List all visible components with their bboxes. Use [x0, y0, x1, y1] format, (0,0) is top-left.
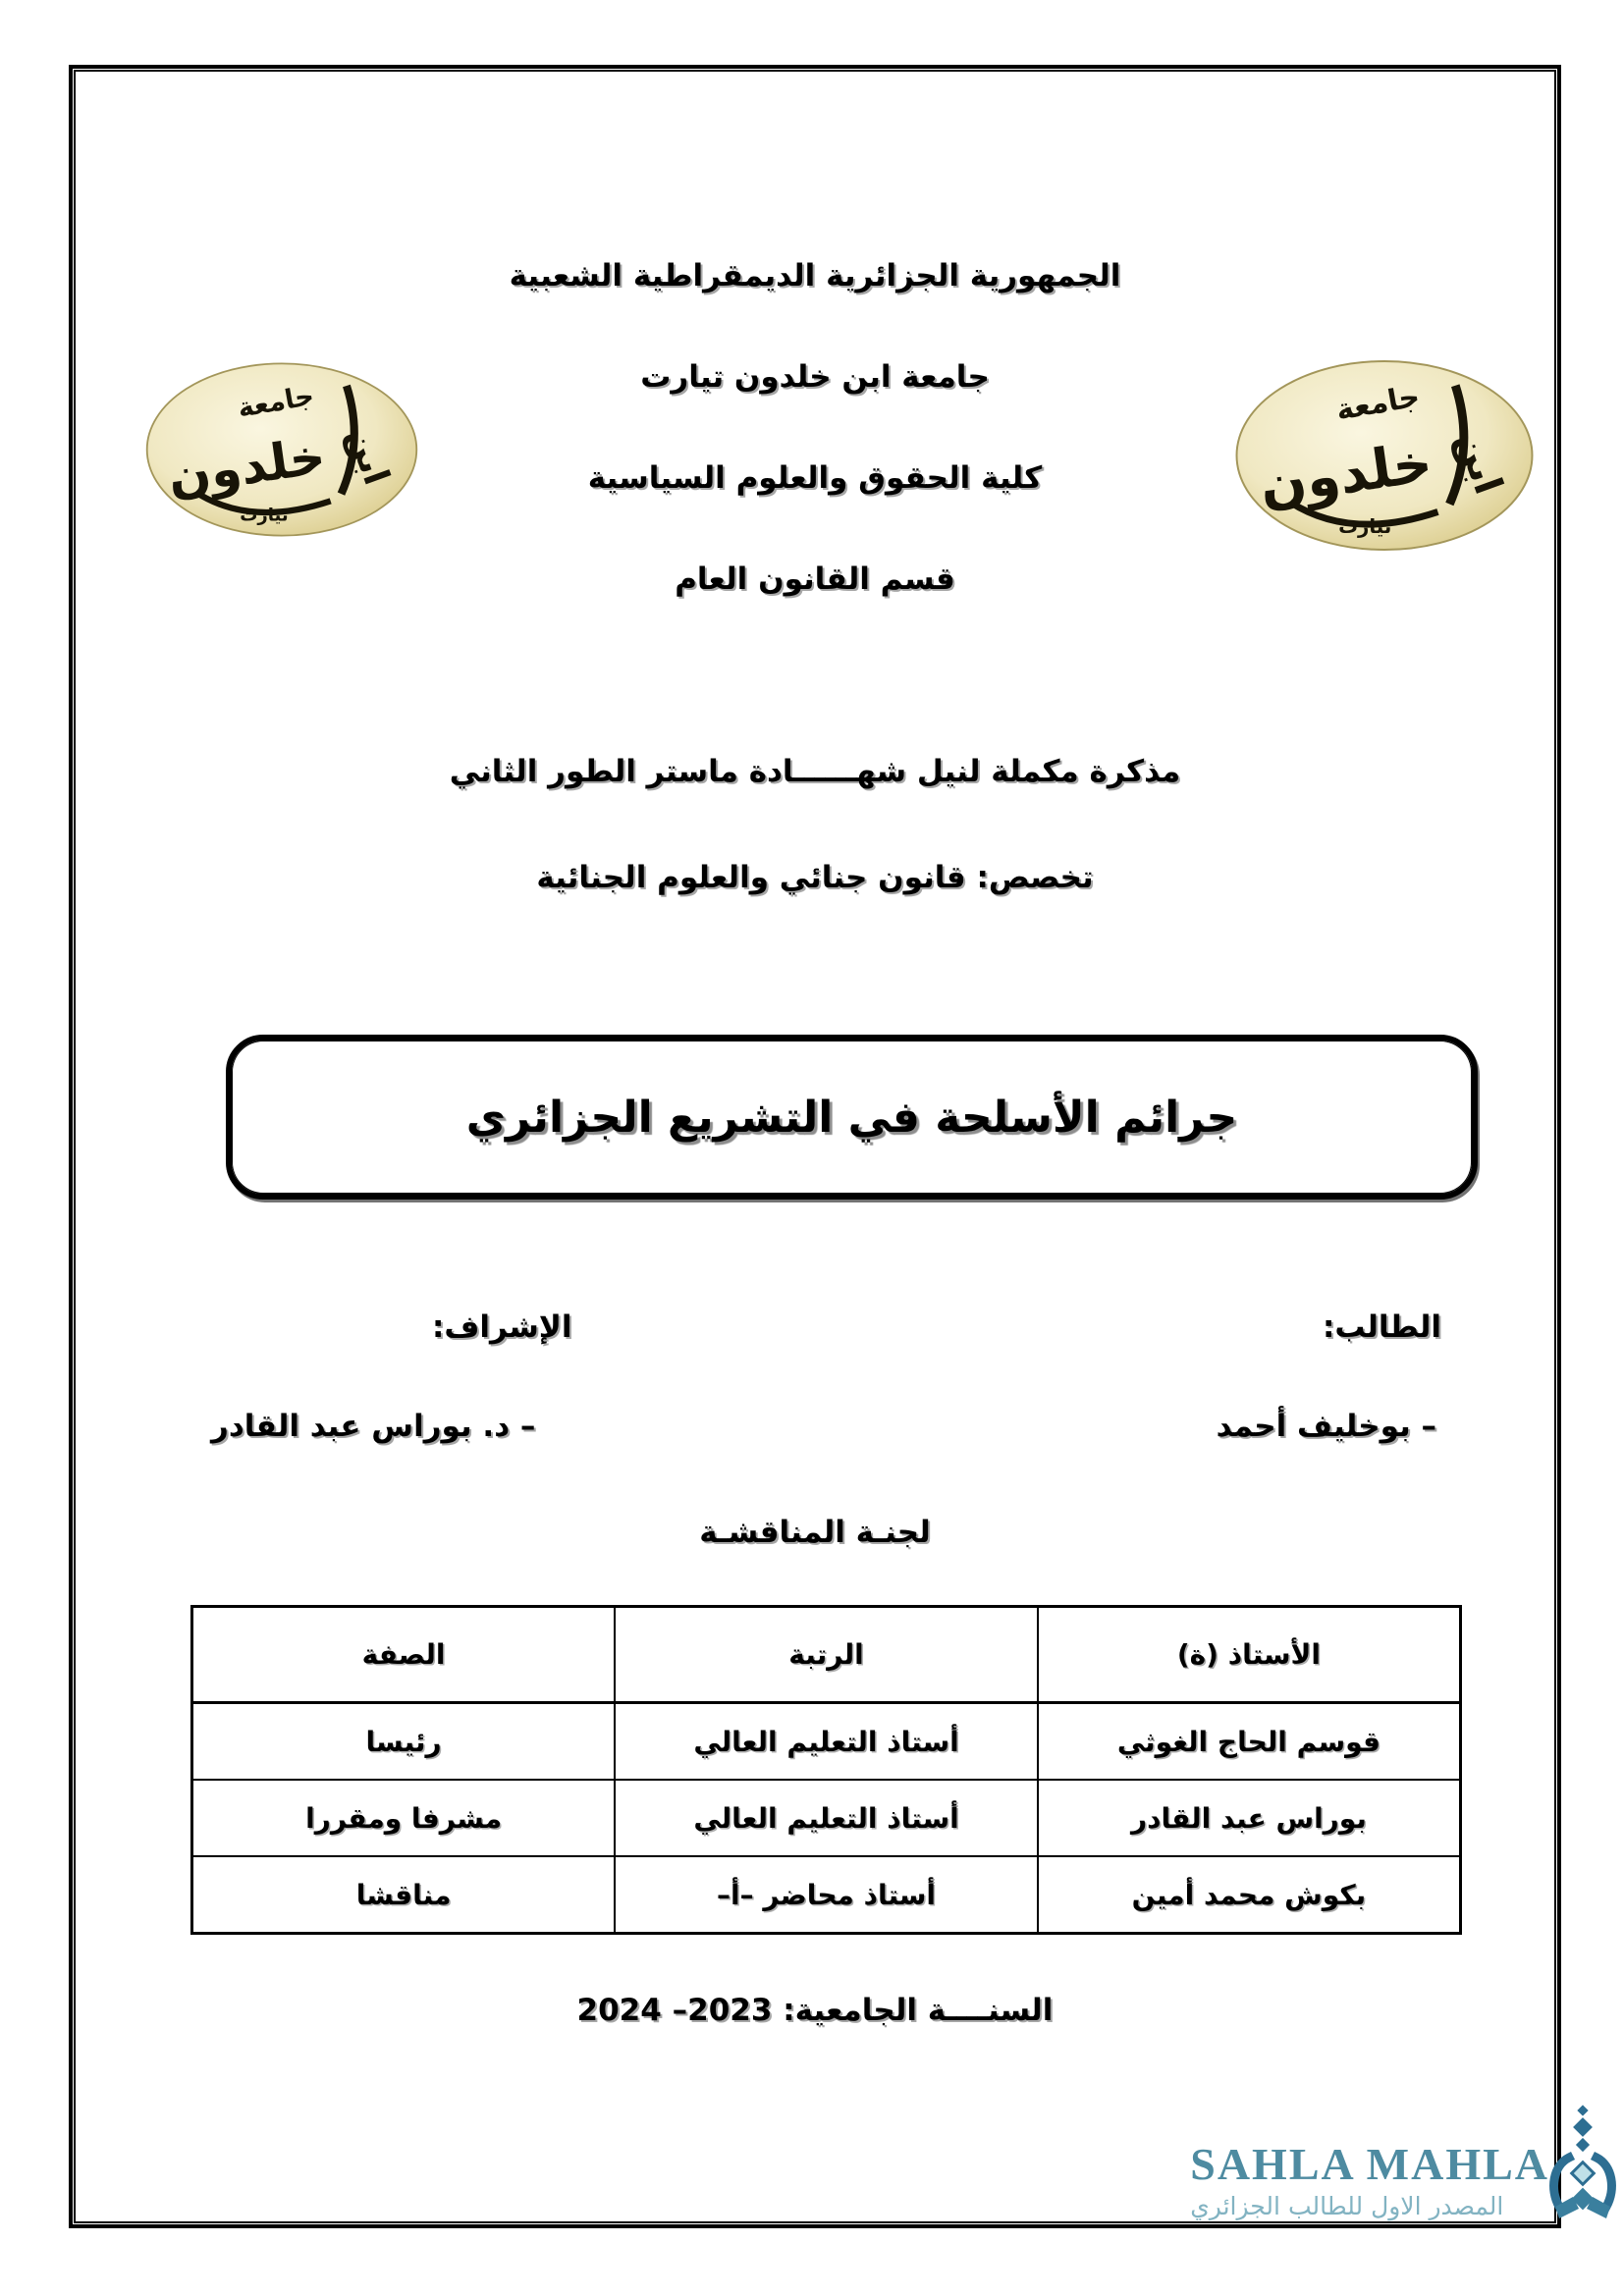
seal-word-top: جامعة — [235, 380, 317, 424]
supervision-label: الإشراف: — [432, 1309, 572, 1345]
seal-word-main: خلدون — [164, 426, 329, 507]
seal-word-side: ابن — [339, 421, 399, 491]
committee-rank: أستاذ محاضر –أ– — [615, 1856, 1038, 1934]
university-seal-icon — [1232, 358, 1537, 553]
university-seal-icon — [144, 356, 419, 543]
seal-word-top: جامعة — [1333, 379, 1423, 428]
thesis-title: جرائم الأسلحة في التشريع الجزائري — [465, 1092, 1238, 1143]
committee-role: مشرفا ومقررا — [192, 1780, 616, 1856]
supervisor-name: – د. بوراس عبد القادر — [211, 1409, 536, 1444]
committee-table — [190, 1605, 1462, 1935]
seal-word-side: ابن — [1446, 425, 1511, 501]
sahla-tagline-text: المصدر الاول للطالب الجزائري — [1190, 2191, 1504, 2220]
thesis-title-box — [226, 1035, 1478, 1200]
committee-professor: قوسم الحاج الغوثي — [1038, 1703, 1461, 1781]
academic-year: السنــــة الجامعية: 2023– 2024 — [576, 1993, 1054, 2028]
committee-row — [192, 1856, 1461, 1934]
seal-word-main: خلدون — [1256, 431, 1436, 518]
degree-line: مذكرة مكملة لنيل شهــــــادة ماستر الطور الثاني — [449, 754, 1181, 789]
committee-header-row — [192, 1607, 1461, 1703]
student-label: الطالب: — [1323, 1309, 1441, 1345]
seal-word-bottom: تيارت — [240, 505, 289, 526]
university-heading: جامعة ابن خلدون تيارت — [640, 359, 990, 395]
republic-heading: الجمهورية الجزائرية الديمقراطية الشعبية — [509, 258, 1121, 294]
faculty-heading: كلية الحقوق والعلوم السياسية — [587, 460, 1043, 496]
department-heading: قسم القانون العام — [675, 561, 955, 597]
committee-professor: بوراس عبد القادر — [1038, 1780, 1461, 1856]
sahla-brand-text: SAHLA MAHLA — [1190, 2139, 1549, 2189]
sahla-logo-icon — [1545, 2105, 1620, 2224]
specialty-line: تخصص: قانون جنائي والعلوم الجنائية — [536, 860, 1094, 895]
committee-header-role: الصفة — [192, 1607, 616, 1703]
committee-header-professor: الأستاذ (ة) — [1038, 1607, 1461, 1703]
committee-role: مناقشا — [192, 1856, 616, 1934]
committee-row — [192, 1780, 1461, 1856]
committee-heading: لجنـة المناقشـة — [699, 1515, 931, 1550]
committee-rank: أستاذ التعليم العالي — [615, 1780, 1038, 1856]
committee-role: رئيسا — [192, 1703, 616, 1781]
committee-rank: أستاذ التعليم العالي — [615, 1703, 1038, 1781]
committee-professor: بكوش محمد أمين — [1038, 1856, 1461, 1934]
committee-header-rank: الرتبة — [615, 1607, 1038, 1703]
committee-row — [192, 1703, 1461, 1781]
sahla-watermark — [1190, 2140, 1549, 2220]
seal-word-bottom: تيارت — [1338, 515, 1392, 539]
student-name: – بوخليف أحمد — [1216, 1409, 1436, 1444]
